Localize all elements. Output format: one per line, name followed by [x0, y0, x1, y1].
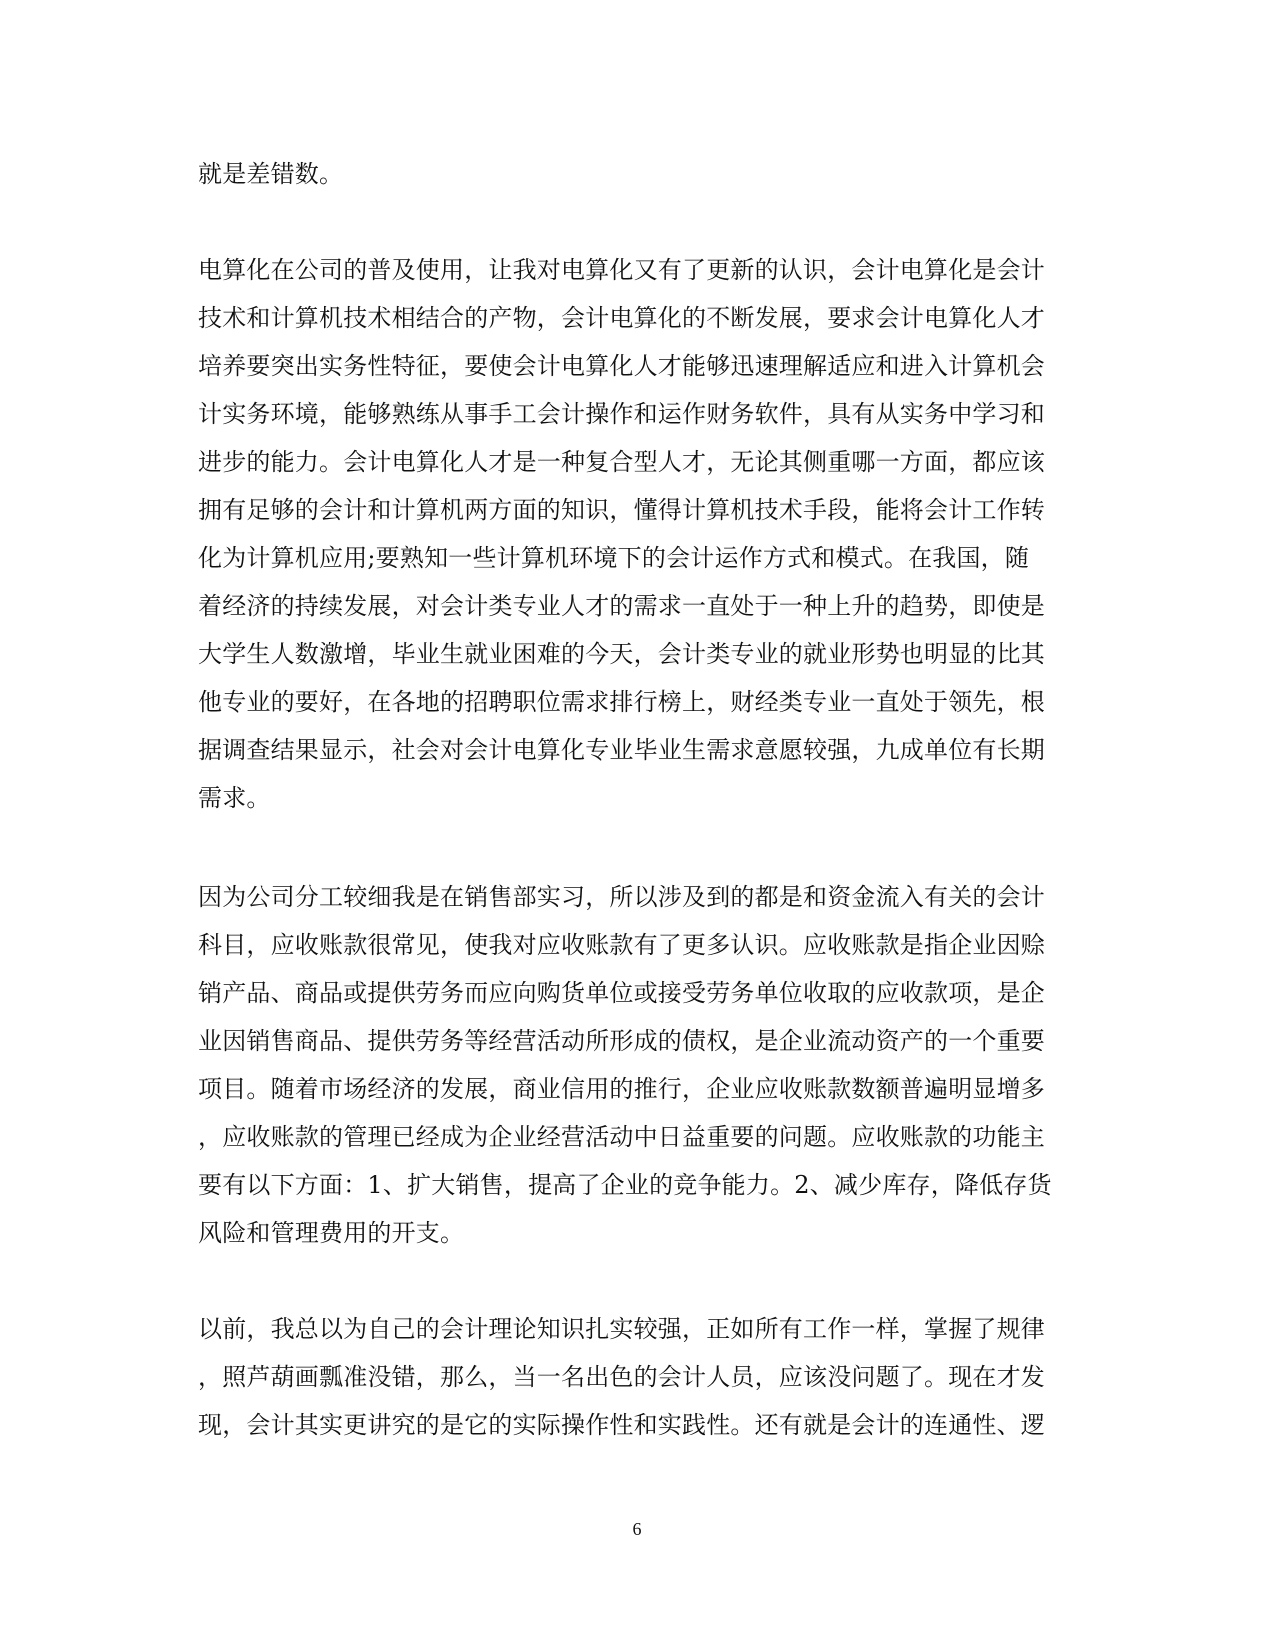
- text-line: 电算化在公司的普及使用，让我对电算化又有了更新的认识，会计电算化是会计: [198, 256, 1045, 284]
- text-line: 就是差错数。: [198, 160, 344, 188]
- text-line: 着经济的持续发展，对会计类专业人才的需求一直处于一种上升的趋势，即使是: [198, 592, 1045, 620]
- text-line: 项目。随着市场经济的发展，商业信用的推行，企业应收账款数额普遍明显增多: [198, 1075, 1045, 1103]
- text-line: 以前，我总以为自己的会计理论知识扎实较强，正如所有工作一样，掌握了规律: [198, 1315, 1045, 1343]
- text-line: 需求。: [198, 784, 271, 812]
- text-line: 培养要突出实务性特征，要使会计电算化人才能够迅速理解适应和进入计算机会: [198, 352, 1045, 380]
- text-line: 现，会计其实更讲究的是它的实际操作性和实践性。还有就是会计的连通性、逻: [198, 1411, 1045, 1439]
- text-line: 要有以下方面：1、扩大销售，提高了企业的竞争能力。2、减少库存，降低存货: [198, 1171, 1052, 1199]
- text-line: 他专业的要好，在各地的招聘职位需求排行榜上，财经类专业一直处于领先，根: [198, 688, 1045, 716]
- text-line: 据调查结果显示，社会对会计电算化专业毕业生需求意愿较强，九成单位有长期: [198, 736, 1045, 764]
- text-line: 销产品、商品或提供劳务而应向购货单位或接受劳务单位收取的应收款项，是企: [198, 979, 1045, 1007]
- paragraph-4: [198, 1305, 1078, 1449]
- text-line: 技术和计算机技术相结合的产物，会计电算化的不断发展，要求会计电算化人才: [198, 304, 1045, 332]
- text-line: 科目，应收账款很常见，使我对应收账款有了更多认识。应收账款是指企业因赊: [198, 931, 1045, 959]
- paragraph-2: [198, 246, 1078, 822]
- text-line: 化为计算机应用;要熟知一些计算机环境下的会计运作方式和模式。在我国，随: [198, 544, 1030, 572]
- text-line: ，照芦葫画瓢准没错，那么，当一名出色的会计人员，应该没问题了。现在才发: [198, 1363, 1045, 1391]
- text-line: 拥有足够的会计和计算机两方面的知识，懂得计算机技术手段，能将会计工作转: [198, 496, 1045, 524]
- text-line: ，应收账款的管理已经成为企业经营活动中日益重要的问题。应收账款的功能主: [198, 1123, 1045, 1151]
- text-line: 因为公司分工较细我是在销售部实习，所以涉及到的都是和资金流入有关的会计: [198, 883, 1045, 911]
- paragraph-3: [198, 873, 1078, 1257]
- paragraph-1: [198, 150, 1078, 198]
- text-line: 风险和管理费用的开支。: [198, 1219, 465, 1247]
- text-line: 业因销售商品、提供劳务等经营活动所形成的债权，是企业流动资产的一个重要: [198, 1027, 1045, 1055]
- page-number: 6: [632, 1519, 642, 1539]
- text-line: 大学生人数激增，毕业生就业困难的今天，会计类专业的就业形势也明显的比其: [198, 640, 1045, 668]
- text-line: 计实务环境，能够熟练从事手工会计操作和运作财务软件，具有从实务中学习和: [198, 400, 1045, 428]
- text-line: 进步的能力。会计电算化人才是一种复合型人才，无论其侧重哪一方面，都应该: [198, 448, 1045, 476]
